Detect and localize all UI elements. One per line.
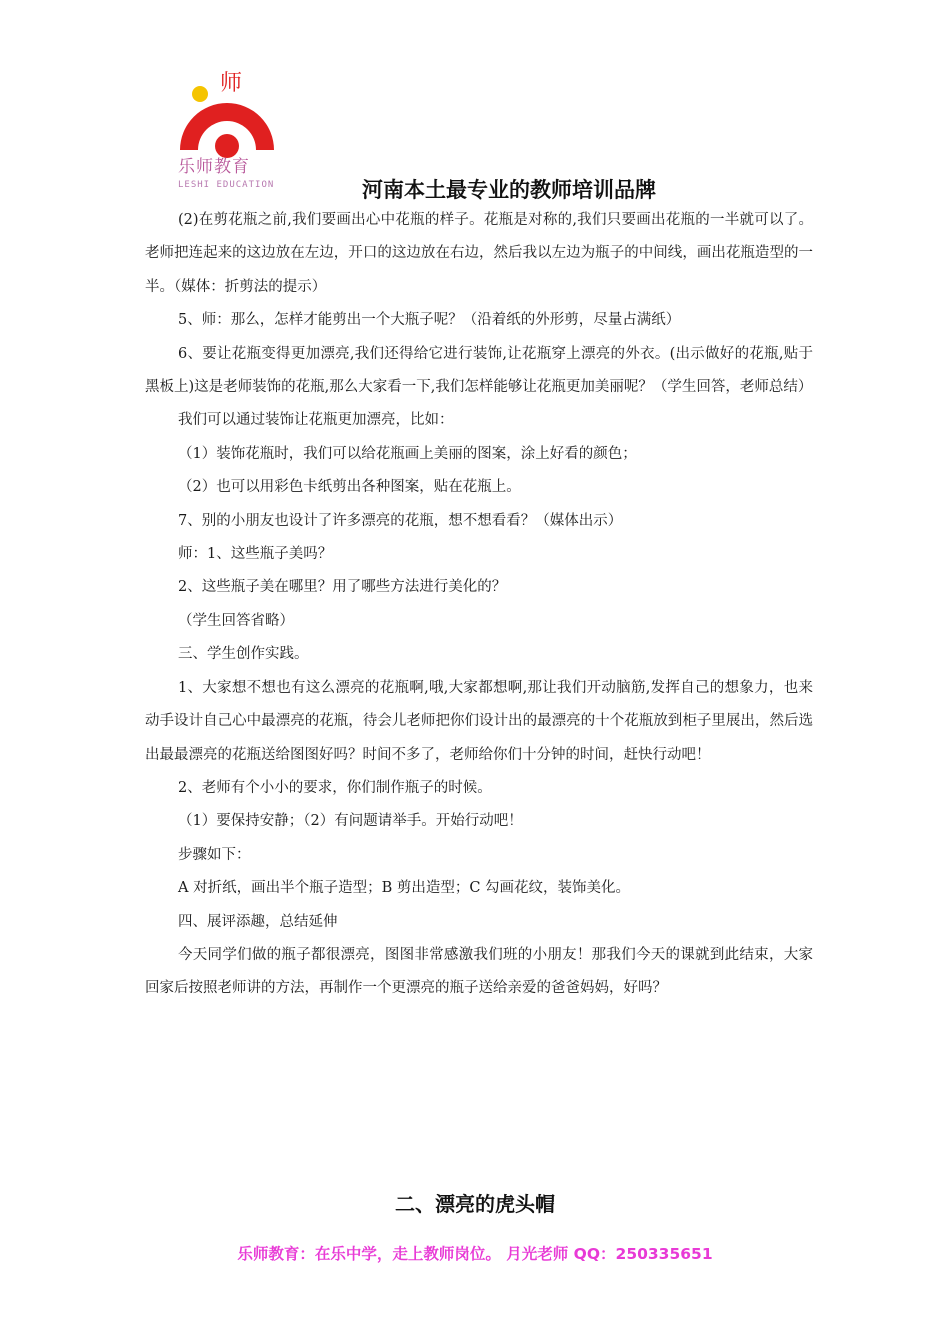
paragraph: 今天同学们做的瓶子都很漂亮，图图非常感激我们班的小朋友！那我们今天的课就到此结束，大家回家后按照老师讲的方法，再制作一个更漂亮的瓶子送给亲爱的爸爸妈妈，好吗？: [145, 946, 813, 997]
paragraph: 7、别的小朋友也设计了许多漂亮的花瓶，想不想看看？（媒体出示）: [178, 512, 623, 529]
paragraph: （1）装饰花瓶时，我们可以给花瓶画上美丽的图案，涂上好看的颜色；: [178, 445, 637, 462]
document-body: [145, 204, 813, 1006]
paragraph: 6、要让花瓶变得更加漂亮,我们还得给它进行装饰,让花瓶穿上漂亮的外衣。(出示做好的花瓶,贴于黑板上)这是老师装饰的花瓶,那么大家看一下,我们怎样能够让花瓶更加美丽呢？（学生回答，老师总结）: [145, 345, 813, 396]
paragraph: 步骤如下：: [178, 846, 251, 863]
paragraph: 2、老师有个小小的要求，你们制作瓶子的时候。: [178, 779, 492, 796]
paragraph: A 对折纸，画出半个瓶子造型；B 剪出造型；C 勾画花纹，装饰美化。: [178, 880, 631, 897]
paragraph: (2)在剪花瓶之前,我们要画出心中花瓶的样子。花瓶是对称的,我们只要画出花瓶的一半就可以了。老师把连起来的这边放在左边，开口的这边放在右边，然后我以左边为瓶子的中间线，画出花瓶造型的一半。（媒体：折剪法的提示）: [145, 212, 813, 295]
paragraph: （学生回答省略）: [178, 612, 294, 629]
header-title: 河南本土最专业的教师培训品牌: [362, 178, 656, 202]
paragraph: 5、师：那么，怎样才能剪出一个大瓶子呢？（沿着纸的外形剪，尽量占满纸）: [178, 312, 681, 329]
logo-name: 乐师教育: [178, 157, 250, 177]
paragraph: （2）也可以用彩色卡纸剪出各种图案，贴在花瓶上。: [178, 479, 521, 496]
paragraph: 三、学生创作实践。: [178, 646, 309, 663]
section-title: 二、漂亮的虎头帽: [395, 1192, 555, 1216]
paragraph: 四、展评添趣，总结延伸: [178, 913, 338, 930]
logo-mark-char: 师: [220, 71, 243, 96]
paragraph: 我们可以通过装饰让花瓶更加漂亮，比如：: [178, 412, 454, 429]
paragraph: （1）要保持安静；（2）有问题请举手。开始行动吧！: [178, 813, 523, 830]
paragraph: 1、大家想不想也有这么漂亮的花瓶啊,哦,大家都想啊,那让我们开动脑筋,发挥自己的想象力，也来动手设计自己心中最漂亮的花瓶，待会儿老师把你们设计出的最漂亮的十个花瓶放到柜子里展出，然后选出最最漂亮的花瓶送给图图好吗？时间不多了，老师给你们十分钟的时间，赶快行动吧！: [145, 679, 813, 763]
footer-text: 乐师教育：在乐中学，走上教师岗位。 月光老师 QQ：250335651: [237, 1245, 713, 1263]
logo-subtitle: LESHI EDUCATION: [178, 180, 275, 190]
paragraph: 师：1、这些瓶子美吗？: [178, 546, 333, 563]
paragraph: 2、这些瓶子美在哪里？用了哪些方法进行美化的？: [178, 579, 507, 596]
